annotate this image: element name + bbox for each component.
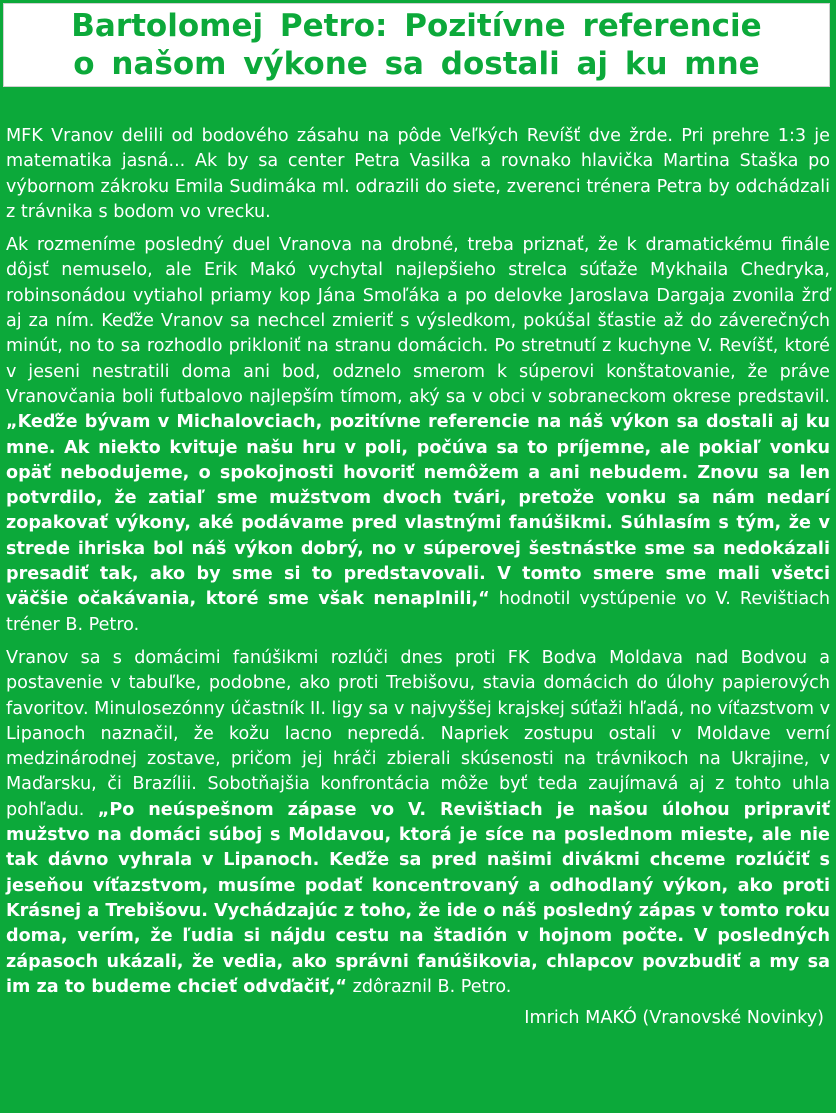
- paragraph-3: [6, 646, 830, 1000]
- article-body: [6, 124, 830, 1031]
- paragraph-3-outro: zdôraznil B. Petro.: [352, 976, 512, 997]
- paragraph-3-intro: Vranov sa s domácimi fanúšikmi rozlúči dnes proti FK Bodva Moldava nad Bodvou a postavenie v tabuľke, podobne, ako proti Trebišovu, stavia domácich do úlohy papierových favoritov. Minulosezónny účastník II. ligy sa v najvyššej krajskej súťaži hľadá, no víťazstvom v Lipanoch naznačil, že kožu lacno nepredá. Napriek zostupu ostali v Moldave verní medzinárodnej zostave, pričom jej hráči zbierali skúsenosti na trávnikoch na Ukrajine, v Maďarsku, či Brazílii. Sobotňajšia konfrontácia môže byť teda zaujímavá aj z tohto uhla pohľadu.: [6, 647, 830, 820]
- paragraph-1: MFK Vranov delili od bodového zásahu na pôde Veľkých Revíšť dve žrde. Pri prehre 1:3 je matematika jasná... Ak by sa center Petra Vasilka a rovnako hlavička Martina Staška po výbornom zákroku Emila Sudimáka ml. odrazili do siete, zverenci trénera Petra by odchádzali z trávnika s bodom vo vrecku.: [6, 126, 830, 222]
- paragraph-2: [6, 233, 830, 638]
- headline-line-1: Bartolomej Petro: Pozitívne referencie: [71, 8, 762, 44]
- paragraph-2-outro: hodnotil vystúpenie vo V. Revištiach tréner B. Petro.: [6, 589, 831, 635]
- headline-line-2: o našom výkone sa dostali aj ku mne: [73, 46, 760, 82]
- paragraph-2-quote: „Keďže bývam v Michalovciach, pozitívne referencie na náš výkon sa dostali aj ku mne. Ak niekto kvituje našu hru v poli, počúva sa to príjemne, ale pokiaľ vonku opäť nebodujeme, o spokojnosti hovoriť nemôžem a ani nebudem. Znovu sa len potvrdilo, že zatiaľ sme mužstvom dvoch tvári, pretože vonku sa nám nedarí zopakovať výkony, aké podávame pred vlastnými fanúšikmi. Súhlasím s tým, že v strede ihriska bol náš výkon dobrý, no v súperovej šestnástke sme sa nedokázali presadiť tak, ako by sme si to predstavovali. V tomto smere sme mali všetci väčšie očakávania, ktoré sme však nenaplnili,“: [6, 412, 830, 610]
- headline-box: [3, 3, 830, 87]
- paragraph-3-quote: „Po neúspešnom zápase vo V. Revištiach je našou úlohou pripraviť mužstvo na domáci súboj s Moldavou, ktorá je síce na poslednom mieste, ale nie tak dávno vyhrala v Lipanoch. Keďže sa pred našimi divákmi chceme rozlúčiť s jeseňou víťazstvom, musíme podať koncentrovaný a odhodlaný výkon, ako proti Krásnej a Trebišovu. Vychádzajúc z toho, že ide o náš posledný zápas v tomto roku doma, verím, že ľudia si nájdu cestu na štadión v hojnom počte. V posledných zápasoch ukázali, že vedia, ako správni fanúšikovia, chlapcov povzbudiť a my sa im za to budeme chcieť odvďačiť,“: [6, 799, 830, 997]
- paragraph-2-intro: Ak rozmeníme posledný duel Vranova na drobné, treba priznať, že k dramatickému finále dôjsť nemuselo, ale Erik Makó vychytal najlepšieho strelca súťaže Mykhaila Chedryka, robinsonádou vytiahol priamy kop Jána Smoľáka a po delovke Jaroslava Dargaja zvonila žrď aj za ním. Keďže Vranov sa nechcel zmieriť s výsledkom, pokúšal šťastie až do záverečných minút, no to sa rozhodlo prikloniť na stranu domácich. Po stretnutí z kuchyne V. Revíšť, ktoré v jeseni nestratili doma ani bod, odznelo smerom k súperovi konštatovanie, že práve Vranovčania boli futbalovo najlepším tímom, aký sa v obci v sobraneckom okrese predstavil.: [6, 235, 830, 407]
- author-credit: Imrich MAKÓ (Vranovské Novinky): [524, 1008, 824, 1029]
